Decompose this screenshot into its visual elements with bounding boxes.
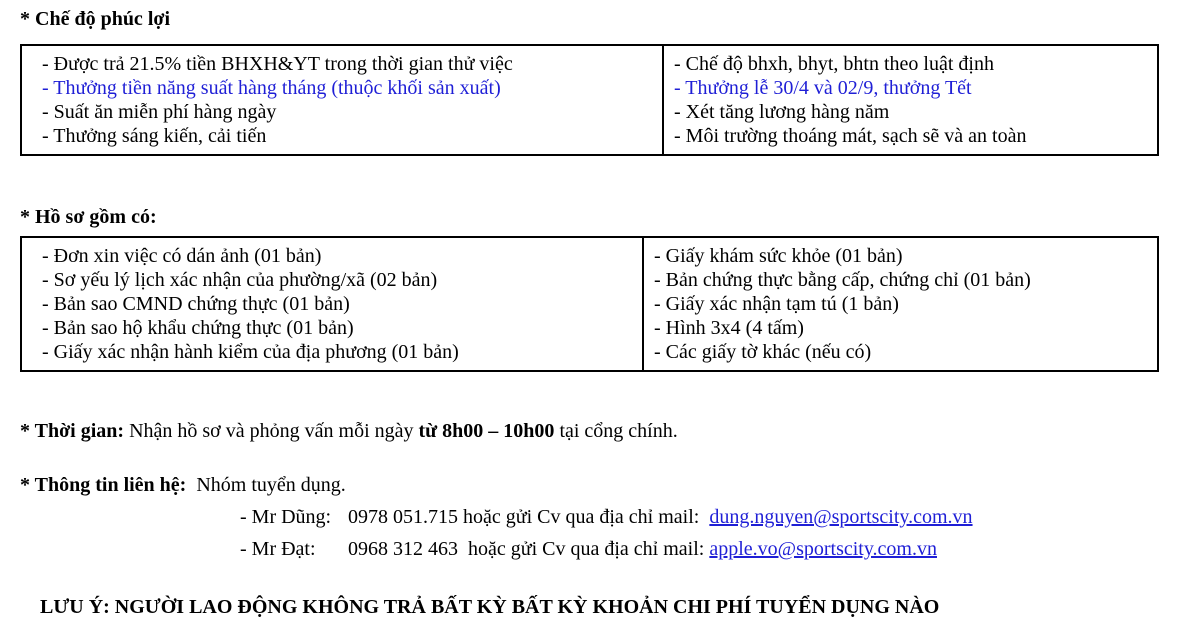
time-text: Nhận hồ sơ và phỏng vấn mỗi ngày	[124, 420, 419, 442]
contact-phone: 0978 051.715	[348, 506, 458, 528]
contact-line	[20, 474, 346, 497]
contact-text: hoặc gửi Cv qua địa chỉ mail:	[458, 538, 710, 560]
benefit-item: - Thưởng tiền năng suất hàng tháng (thuộc khối sản xuất)	[42, 77, 501, 99]
document-item: - Sơ yếu lý lịch xác nhận của phường/xã (02 bản)	[42, 269, 438, 291]
benefit-item: - Suất ăn miễn phí hàng ngày	[42, 101, 277, 123]
time-hours: từ 8h00 – 10h00	[418, 420, 555, 442]
contact-row-dung	[240, 506, 973, 529]
documents-heading: * Hồ sơ gồm có:	[20, 206, 157, 228]
documents-left-cell	[21, 237, 643, 371]
time-line	[20, 420, 678, 443]
email-link[interactable]: apple.vo@sportscity.com.vn	[709, 538, 937, 560]
benefit-item: - Được trả 21.5% tiền BHXH&YT trong thời gian thử việc	[42, 53, 513, 75]
benefit-item: - Thưởng sáng kiến, cải tiến	[42, 125, 267, 147]
document-item: - Bản sao CMND chứng thực (01 bản)	[42, 293, 350, 315]
document-item: - Các giấy tờ khác (nếu có)	[654, 341, 872, 363]
contact-label: * Thông tin liên hệ:	[20, 474, 187, 496]
documents-right-cell	[643, 237, 1158, 371]
note-warning: LƯU Ý: NGƯỜI LAO ĐỘNG KHÔNG TRẢ BẤT KỲ BẤT KỲ KHOẢN CHI PHÍ TUYỂN DỤNG NÀO	[40, 596, 940, 618]
document-item: - Bản sao hộ khẩu chứng thực (01 bản)	[42, 317, 354, 339]
benefits-table	[20, 44, 1159, 156]
document-item: - Giấy xác nhận tạm tú (1 bản)	[654, 293, 899, 315]
document-item: - Giấy khám sức khỏe (01 bản)	[654, 245, 903, 267]
documents-table	[20, 236, 1159, 372]
document-item: - Giấy xác nhận hành kiểm của địa phương (01 bản)	[42, 341, 459, 363]
benefit-item: - Chế độ bhxh, bhyt, bhtn theo luật định	[674, 53, 994, 75]
benefits-heading: * Chế độ phúc lợi	[20, 8, 170, 30]
time-label: * Thời gian:	[20, 420, 125, 442]
document-item: - Đơn xin việc có dán ảnh (01 bản)	[42, 245, 322, 267]
benefit-item: - Xét tăng lương hàng năm	[674, 101, 890, 123]
benefits-left-cell	[21, 45, 663, 155]
contact-name: - Mr Dũng:	[240, 506, 332, 528]
document-item: - Hình 3x4 (4 tấm)	[654, 317, 804, 339]
contact-name: - Mr Đạt:	[240, 538, 316, 560]
contact-text: Nhóm tuyển dụng.	[186, 474, 346, 496]
benefits-right-cell	[663, 45, 1158, 155]
contact-text: hoặc gửi Cv qua địa chỉ mail:	[458, 506, 710, 528]
email-link[interactable]: dung.nguyen@sportscity.com.vn	[709, 506, 973, 528]
document-item: - Bản chứng thực bằng cấp, chứng chỉ (01 bản)	[654, 269, 1031, 291]
benefit-item: - Thưởng lễ 30/4 và 02/9, thưởng Tết	[674, 77, 972, 99]
time-location: tại cổng chính.	[554, 420, 678, 442]
benefit-item: - Môi trường thoáng mát, sạch sẽ và an toàn	[674, 125, 1027, 147]
contact-row-dat	[240, 538, 937, 561]
contact-phone: 0968 312 463	[348, 538, 458, 560]
